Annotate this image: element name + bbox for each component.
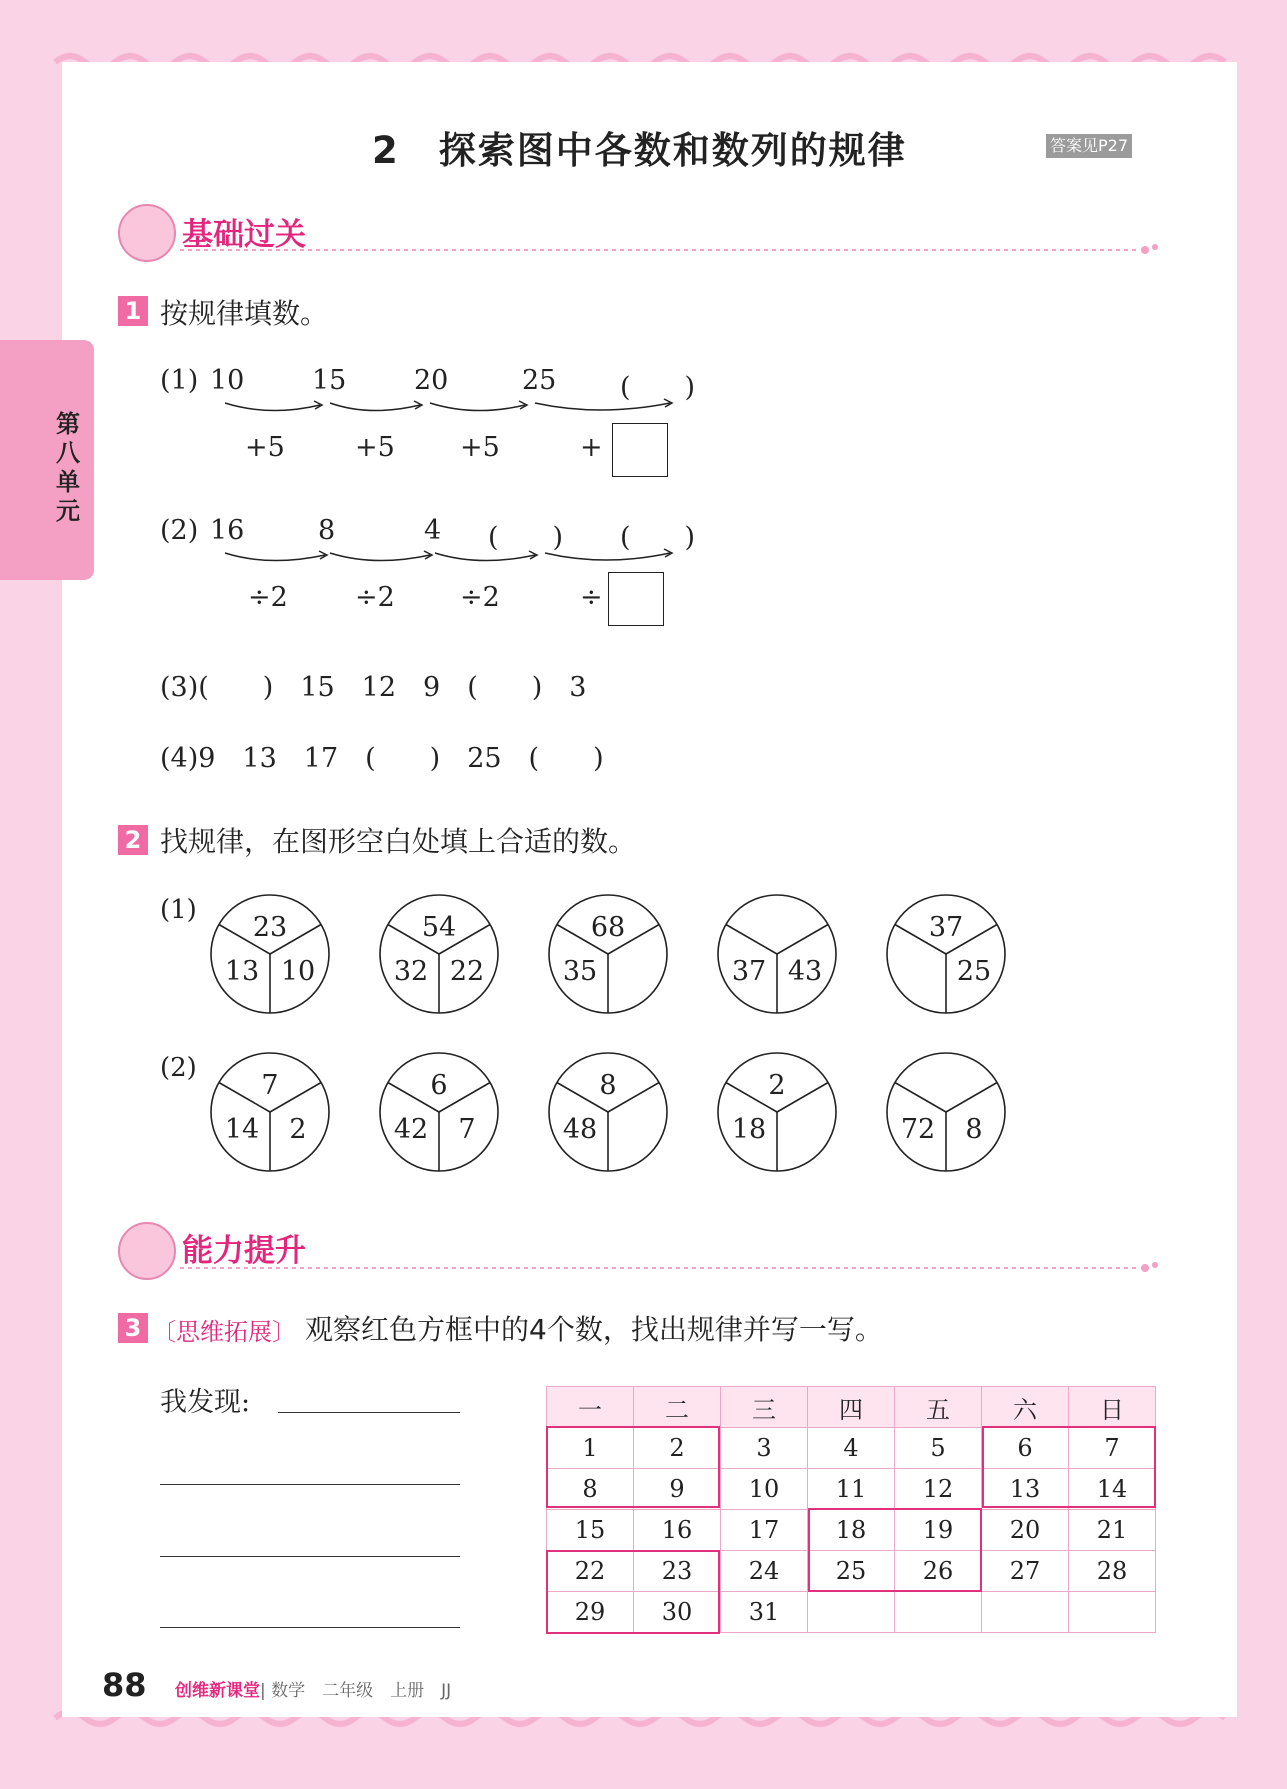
q1-s2-op-3: ÷2: [460, 582, 500, 613]
calendar-cell: 25: [808, 1551, 895, 1592]
section-title-basic: 基础过关: [182, 217, 306, 253]
q1-s1-op-3: +5: [460, 432, 500, 463]
divided-circle: [380, 1053, 498, 1171]
calendar-cell: 15: [547, 1510, 634, 1551]
q2-part2-label: (2): [160, 1053, 197, 1083]
highlight-box: [808, 1508, 982, 1592]
calendar-cell: 2: [634, 1428, 721, 1469]
calendar-cell: 20: [982, 1510, 1069, 1551]
answer-line-2[interactable]: [160, 1484, 460, 1485]
calendar-cell: 7: [1069, 1428, 1156, 1469]
q1-s2-num-1: 16: [210, 515, 245, 546]
calendar-cell: 6: [982, 1428, 1069, 1469]
calendar-cell: 11: [808, 1469, 895, 1510]
divided-circle: [211, 1053, 329, 1171]
calendar-cell: 8: [547, 1469, 634, 1510]
q1-s2-op-2: ÷2: [355, 582, 395, 613]
divided-circle: [211, 895, 329, 1013]
question-number-1: 1: [118, 296, 148, 326]
calendar-cell: 24: [721, 1551, 808, 1592]
q1-s1-arrows: [220, 395, 680, 425]
mascot-icon: [118, 204, 176, 262]
answer-line-3[interactable]: [160, 1556, 460, 1557]
q1-s1-answer-box[interactable]: [612, 423, 668, 477]
divided-circle: [887, 1053, 1005, 1171]
q1-s2-num-2: 8: [318, 515, 336, 546]
calendar-cell: 13: [982, 1469, 1069, 1510]
q1-s3-sequence[interactable]: (3)( ) 15 12 9 ( ) 3: [160, 672, 587, 703]
calendar-header: 四: [808, 1387, 895, 1428]
calendar-cell: 9: [634, 1469, 721, 1510]
calendar-cell: 31: [721, 1592, 808, 1633]
calendar-cell: 14: [1069, 1469, 1156, 1510]
footer-details: | 数学 二年级 上册 JJ: [260, 1681, 452, 1701]
mascot-icon: [118, 1222, 176, 1280]
circle-top-value: 37: [928, 912, 964, 943]
discover-label: 我发现:: [160, 1387, 251, 1418]
divided-circle: [718, 1053, 836, 1171]
calendar-cell: 21: [1069, 1510, 1156, 1551]
footer-brand: 创维新课堂: [175, 1681, 260, 1701]
circle-right-value: 25: [956, 956, 992, 987]
circle-left-value: 32: [393, 956, 429, 987]
q2-part1-label: (1): [160, 895, 197, 925]
q1-s2-label: (2): [160, 515, 199, 546]
calendar-cell: [895, 1592, 982, 1633]
calendar-cell: 26: [895, 1551, 982, 1592]
calendar-cell: 27: [982, 1551, 1069, 1592]
calendar-cell: 1: [547, 1428, 634, 1469]
q1-s2-num-3: 4: [424, 515, 442, 546]
circle-left-value: 48: [562, 1114, 598, 1145]
circle-right-value: 22: [449, 956, 485, 987]
section-divider: [180, 240, 1160, 260]
divided-circle: [718, 895, 836, 1013]
calendar-cell: 19: [895, 1510, 982, 1551]
circle-top-value: 2: [768, 1070, 786, 1101]
circle-left-value: 18: [731, 1114, 767, 1145]
circle-top-value: 7: [261, 1070, 279, 1101]
divided-circle: [549, 1053, 667, 1171]
circle-right-value: 7: [458, 1114, 476, 1145]
q2-circle-puzzles: [200, 880, 1020, 1180]
highlight-box: [546, 1426, 720, 1508]
divided-circle: [380, 895, 498, 1013]
q1-s2-blank-2[interactable]: ( ): [620, 522, 696, 553]
question-number-3: 3: [118, 1313, 148, 1343]
calendar-cell: 5: [895, 1428, 982, 1469]
q1-s2-op-4: ÷: [580, 582, 603, 613]
q1-s1-num-3: 20: [414, 365, 449, 396]
highlight-box: [546, 1550, 720, 1634]
calendar-cell: 28: [1069, 1551, 1156, 1592]
answer-line-1[interactable]: [278, 1412, 460, 1413]
highlight-box: [982, 1426, 1156, 1508]
circle-left-value: 14: [224, 1114, 260, 1145]
circle-right-value: 10: [280, 956, 316, 987]
calendar-cell: 10: [721, 1469, 808, 1510]
q1-s2-blank-1[interactable]: ( ): [488, 522, 564, 553]
calendar-cell: 4: [808, 1428, 895, 1469]
divided-circle: [549, 895, 667, 1013]
calendar-header: 六: [982, 1387, 1069, 1428]
calendar-cell: 23: [634, 1551, 721, 1592]
q1-s1-num-4: 25: [522, 365, 557, 396]
calendar-cell: [808, 1592, 895, 1633]
circle-top-value: 23: [252, 912, 288, 943]
question-number-2: 2: [118, 825, 148, 855]
question-3-text: 观察红色方框中的4个数，找出规律并写一写。: [305, 1313, 883, 1346]
calendar-cell: [982, 1592, 1069, 1633]
q1-s1-op-4: +: [580, 432, 603, 463]
section-title-advanced: 能力提升: [182, 1233, 306, 1269]
question-1-text: 按规律填数。: [160, 297, 329, 330]
circle-left-value: 37: [731, 956, 767, 987]
circle-left-value: 72: [900, 1114, 936, 1145]
q1-s2-answer-box[interactable]: [608, 572, 664, 626]
section-divider: [180, 1258, 1160, 1278]
page-title: 2 探索图中各数和数列的规律: [372, 129, 907, 172]
divided-circle: [887, 895, 1005, 1013]
circle-left-value: 13: [224, 956, 260, 987]
q1-s1-op-1: +5: [245, 432, 285, 463]
answer-line-4[interactable]: [160, 1627, 460, 1628]
q1-s1-blank[interactable]: ( ): [620, 372, 696, 403]
calendar-cell: 17: [721, 1510, 808, 1551]
calendar-cell: 29: [547, 1592, 634, 1633]
calendar-cell: 18: [808, 1510, 895, 1551]
q1-s4-sequence[interactable]: (4)9 13 17 ( ) 25 ( ): [160, 743, 604, 774]
q1-s1-op-2: +5: [355, 432, 395, 463]
question-2-text: 找规律，在图形空白处填上合适的数。: [160, 825, 637, 858]
circle-top-value: 54: [421, 912, 457, 943]
circle-top-value: 68: [590, 912, 626, 943]
circle-left-value: 42: [393, 1114, 429, 1145]
q3-tag: 〔思维拓展〕: [152, 1318, 296, 1346]
answer-reference: 答案见P27: [1046, 134, 1132, 158]
calendar-cell: 3: [721, 1428, 808, 1469]
page-number: 88: [102, 1666, 147, 1704]
unit-label: 第八单元: [56, 410, 80, 525]
calendar-header: 二: [634, 1387, 721, 1428]
circle-top-value: 8: [599, 1070, 617, 1101]
q1-s2-op-1: ÷2: [248, 582, 288, 613]
calendar-cell: 30: [634, 1592, 721, 1633]
circle-left-value: 35: [562, 956, 598, 987]
calendar-cell: 22: [547, 1551, 634, 1592]
q1-s1-num-2: 15: [312, 365, 347, 396]
calendar-header: 五: [895, 1387, 982, 1428]
calendar-header: 三: [721, 1387, 808, 1428]
calendar-header: 一: [547, 1387, 634, 1428]
calendar-cell: 12: [895, 1469, 982, 1510]
q1-s2-arrows: [220, 545, 680, 575]
circle-right-value: 2: [289, 1114, 307, 1145]
circle-right-value: 43: [787, 956, 823, 987]
q1-s1-label: (1): [160, 365, 199, 396]
calendar-cell: [1069, 1592, 1156, 1633]
circle-top-value: 6: [430, 1070, 448, 1101]
calendar-cell: 16: [634, 1510, 721, 1551]
footer-info: [175, 1676, 451, 1701]
circle-right-value: 8: [965, 1114, 983, 1145]
q1-s1-num-1: 10: [210, 365, 245, 396]
calendar-header: 日: [1069, 1387, 1156, 1428]
